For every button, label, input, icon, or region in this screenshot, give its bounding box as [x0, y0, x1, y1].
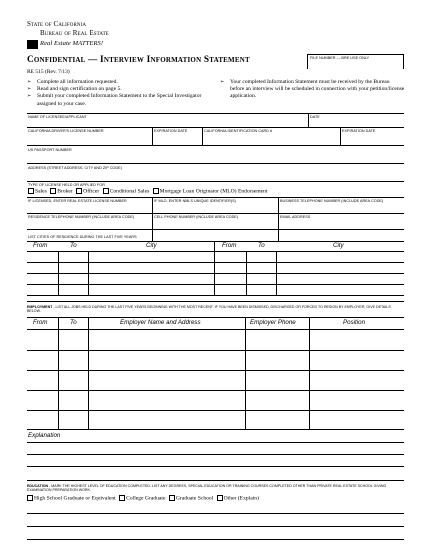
col-city: City	[333, 242, 344, 249]
education-instructions	[27, 484, 404, 493]
license-type-options	[26, 188, 267, 194]
emp-col-phone: Employer Phone	[250, 319, 296, 326]
emp-col-employer: Employer Name and Address	[120, 319, 201, 326]
bre-logo	[27, 40, 38, 49]
mlo-checkbox[interactable]	[153, 188, 159, 194]
explanation-label: Explanation	[28, 432, 61, 439]
employment-heading: EMPLOYMENT	[27, 305, 53, 309]
conditional-sales-checkbox[interactable]	[103, 188, 109, 194]
state-name: State of California	[27, 20, 87, 28]
cell-phone-field[interactable]: CELL PHONE NUMBER (INCLUDE AREA CODE)	[154, 215, 239, 219]
education-text: - MARK THE HIGHEST LEVEL OF EDUCATION COMPLETED. LIST ANY DEGREES, SPECIAL EDUCATION OR TRAINING COURSES COMPLETED OTHER THAN PRIVATE REAL ESTATE SCHOOL GIVING EXAMINATION PREPARATION WORK.	[27, 484, 387, 493]
option-label: Conditional Sales	[109, 188, 150, 195]
id-card-field[interactable]: CALIFORNIA IDENTIFICATION CARD #	[204, 129, 273, 133]
dl-expiration-field[interactable]: EXPIRATION DATE	[154, 129, 188, 133]
emp-col-position: Position	[343, 319, 366, 326]
form-number: RE 515 (Rev. 7/13)	[27, 69, 70, 75]
option-label: Sales	[35, 188, 47, 195]
agency-motto: Real Estate MATTERS!	[40, 40, 104, 47]
option-label: College Graduate	[126, 495, 166, 502]
passport-field[interactable]: US PASSPORT NUMBER	[28, 148, 72, 152]
residence-phone-field[interactable]: RESIDENCE TELEPHONE NUMBER (INCLUDE AREA CODE)	[28, 215, 135, 219]
nmls-field[interactable]: IF MLO, ENTER NMLS UNIQUE IDENTIFIER(S)	[154, 199, 236, 203]
sales-checkbox[interactable]	[28, 188, 34, 194]
file-number-box	[307, 54, 404, 69]
education-options	[25, 495, 259, 501]
re-license-field[interactable]: IF LICENSED, ENTER REAL ESTATE LICENSE NUMBER	[28, 199, 127, 203]
employment-text: - LIST ALL JOBS HELD DURING THE LAST FIVE YEARS BEGINNING WITH THE MOST RECENT. IF YOU HAVE BEEN DISMISSED, DISCHARGED OR FORCED TO RESIGN BY EMPLOYER, GIVE DETAILS BELOW.	[27, 305, 391, 314]
instruction-item: ➢ Complete all information requested.	[27, 79, 217, 86]
dl-number-field[interactable]: CALIFORNIA DRIVER'S LICENSE NUMBER	[28, 129, 104, 133]
instruction-item: ➢ Read and sign certification on page 5.	[27, 86, 217, 93]
emp-col-to: To	[70, 319, 77, 326]
employment-instructions	[27, 305, 404, 314]
college-checkbox[interactable]	[119, 495, 125, 501]
other-checkbox[interactable]	[217, 495, 223, 501]
instruction-item: ➢ Submit your completed Information Statement to the Special Investigator assigned to your case.	[27, 93, 217, 107]
license-type-label: TYPE OF LICENSE HELD OR APPLIED FOR	[28, 183, 105, 187]
education-heading: EDUCATION	[27, 484, 49, 488]
col-to: To	[70, 242, 77, 249]
bureau-name: Bureau of Real Estate	[40, 29, 109, 37]
broker-checkbox[interactable]	[50, 188, 56, 194]
graduate-school-checkbox[interactable]	[169, 495, 175, 501]
col-to: To	[258, 242, 265, 249]
instruction-item: ➢ Your completed Information Statement must be received by the Bureau before an interview will be scheduled in connection with your petition/license application.	[220, 79, 405, 101]
emp-col-from: From	[33, 319, 48, 326]
officer-checkbox[interactable]	[76, 188, 82, 194]
instructions-right	[220, 79, 405, 101]
col-from: From	[33, 242, 48, 249]
licensee-name-field[interactable]: NAME OF LICENSEE/APPLICANT	[28, 115, 87, 119]
option-label: Officer	[83, 188, 100, 195]
file-number-label: FILE NUMBER — BRE USE ONLY	[310, 56, 370, 60]
col-from: From	[222, 242, 237, 249]
business-phone-field[interactable]: BUSINESS TELEPHONE NUMBER (INCLUDE AREA CODE)	[280, 199, 384, 203]
form-title: Confidential — Interview Information Statement	[27, 55, 250, 65]
option-label: Other (Explain)	[223, 495, 259, 502]
address-field[interactable]: ADDRESS (STREET ADDRESS, CITY AND ZIP CODE)	[28, 166, 122, 170]
option-label: Mortgage Loan Originator (MLO) Endorsement	[159, 188, 268, 195]
date-field[interactable]: DATE	[310, 115, 320, 119]
col-city: City	[146, 242, 157, 249]
id-expiration-field[interactable]: EXPIRATION DATE	[342, 129, 376, 133]
option-label: High School Graduate or Equivalent	[34, 495, 116, 502]
cities-label: LIST CITIES OF RESIDENCE DURING THE LAST FIVE YEARS	[28, 235, 137, 239]
email-field[interactable]: EMAIL ADDRESS	[280, 215, 311, 219]
instructions-left	[27, 79, 217, 108]
high-school-checkbox[interactable]	[27, 495, 33, 501]
option-label: Broker	[57, 188, 73, 195]
option-label: Graduate School	[175, 495, 214, 502]
